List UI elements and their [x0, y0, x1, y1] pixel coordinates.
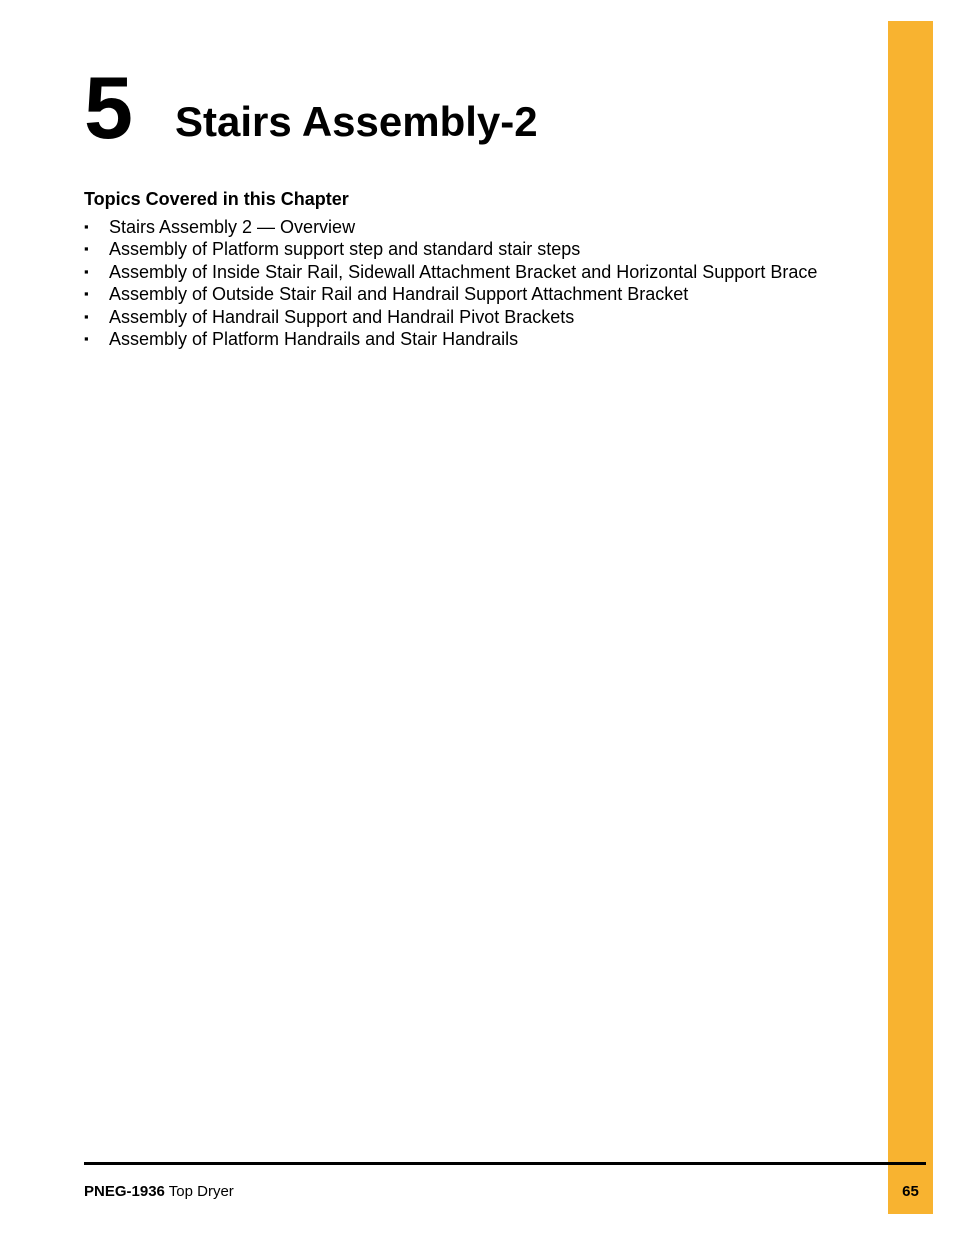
page-number: 65 [902, 1183, 919, 1200]
square-bullet-icon: ▪ [84, 286, 89, 302]
list-item-text: Assembly of Platform Handrails and Stair Handrails [109, 328, 519, 349]
chapter-title: Stairs Assembly-2 [175, 98, 538, 145]
list-item [84, 283, 817, 305]
list-item-text: Stairs Assembly 2 — Overview [109, 217, 356, 237]
square-bullet-icon: ▪ [84, 330, 89, 346]
list-item [84, 261, 817, 283]
chapter-side-tab [888, 21, 933, 1214]
list-item [84, 238, 817, 260]
topics-heading: Topics Covered in this Chapter [84, 189, 349, 209]
square-bullet-icon: ▪ [84, 263, 89, 279]
footer-document-info [84, 1183, 234, 1201]
footer-divider [84, 1162, 926, 1165]
list-item [84, 306, 817, 328]
square-bullet-icon: ▪ [84, 308, 89, 324]
list-item-text: Assembly of Handrail Support and Handrail Pivot Brackets [109, 306, 575, 327]
list-item [84, 328, 817, 350]
chapter-number: 5 [84, 58, 132, 157]
square-bullet-icon: ▪ [84, 219, 89, 234]
footer-doc-title: Top Dryer [168, 1183, 234, 1200]
list-item [84, 216, 817, 238]
footer-doc-code: PNEG-1936 [84, 1183, 165, 1200]
list-item-text: Assembly of Outside Stair Rail and Handrail Support Attachment Bracket [109, 284, 689, 305]
topics-list [84, 216, 817, 350]
square-bullet-icon: ▪ [84, 241, 89, 257]
list-item-text: Assembly of Inside Stair Rail, Sidewall Attachment Bracket and Horizontal Support Brace [109, 261, 818, 282]
list-item-text: Assembly of Platform support step and standard stair steps [109, 239, 581, 260]
